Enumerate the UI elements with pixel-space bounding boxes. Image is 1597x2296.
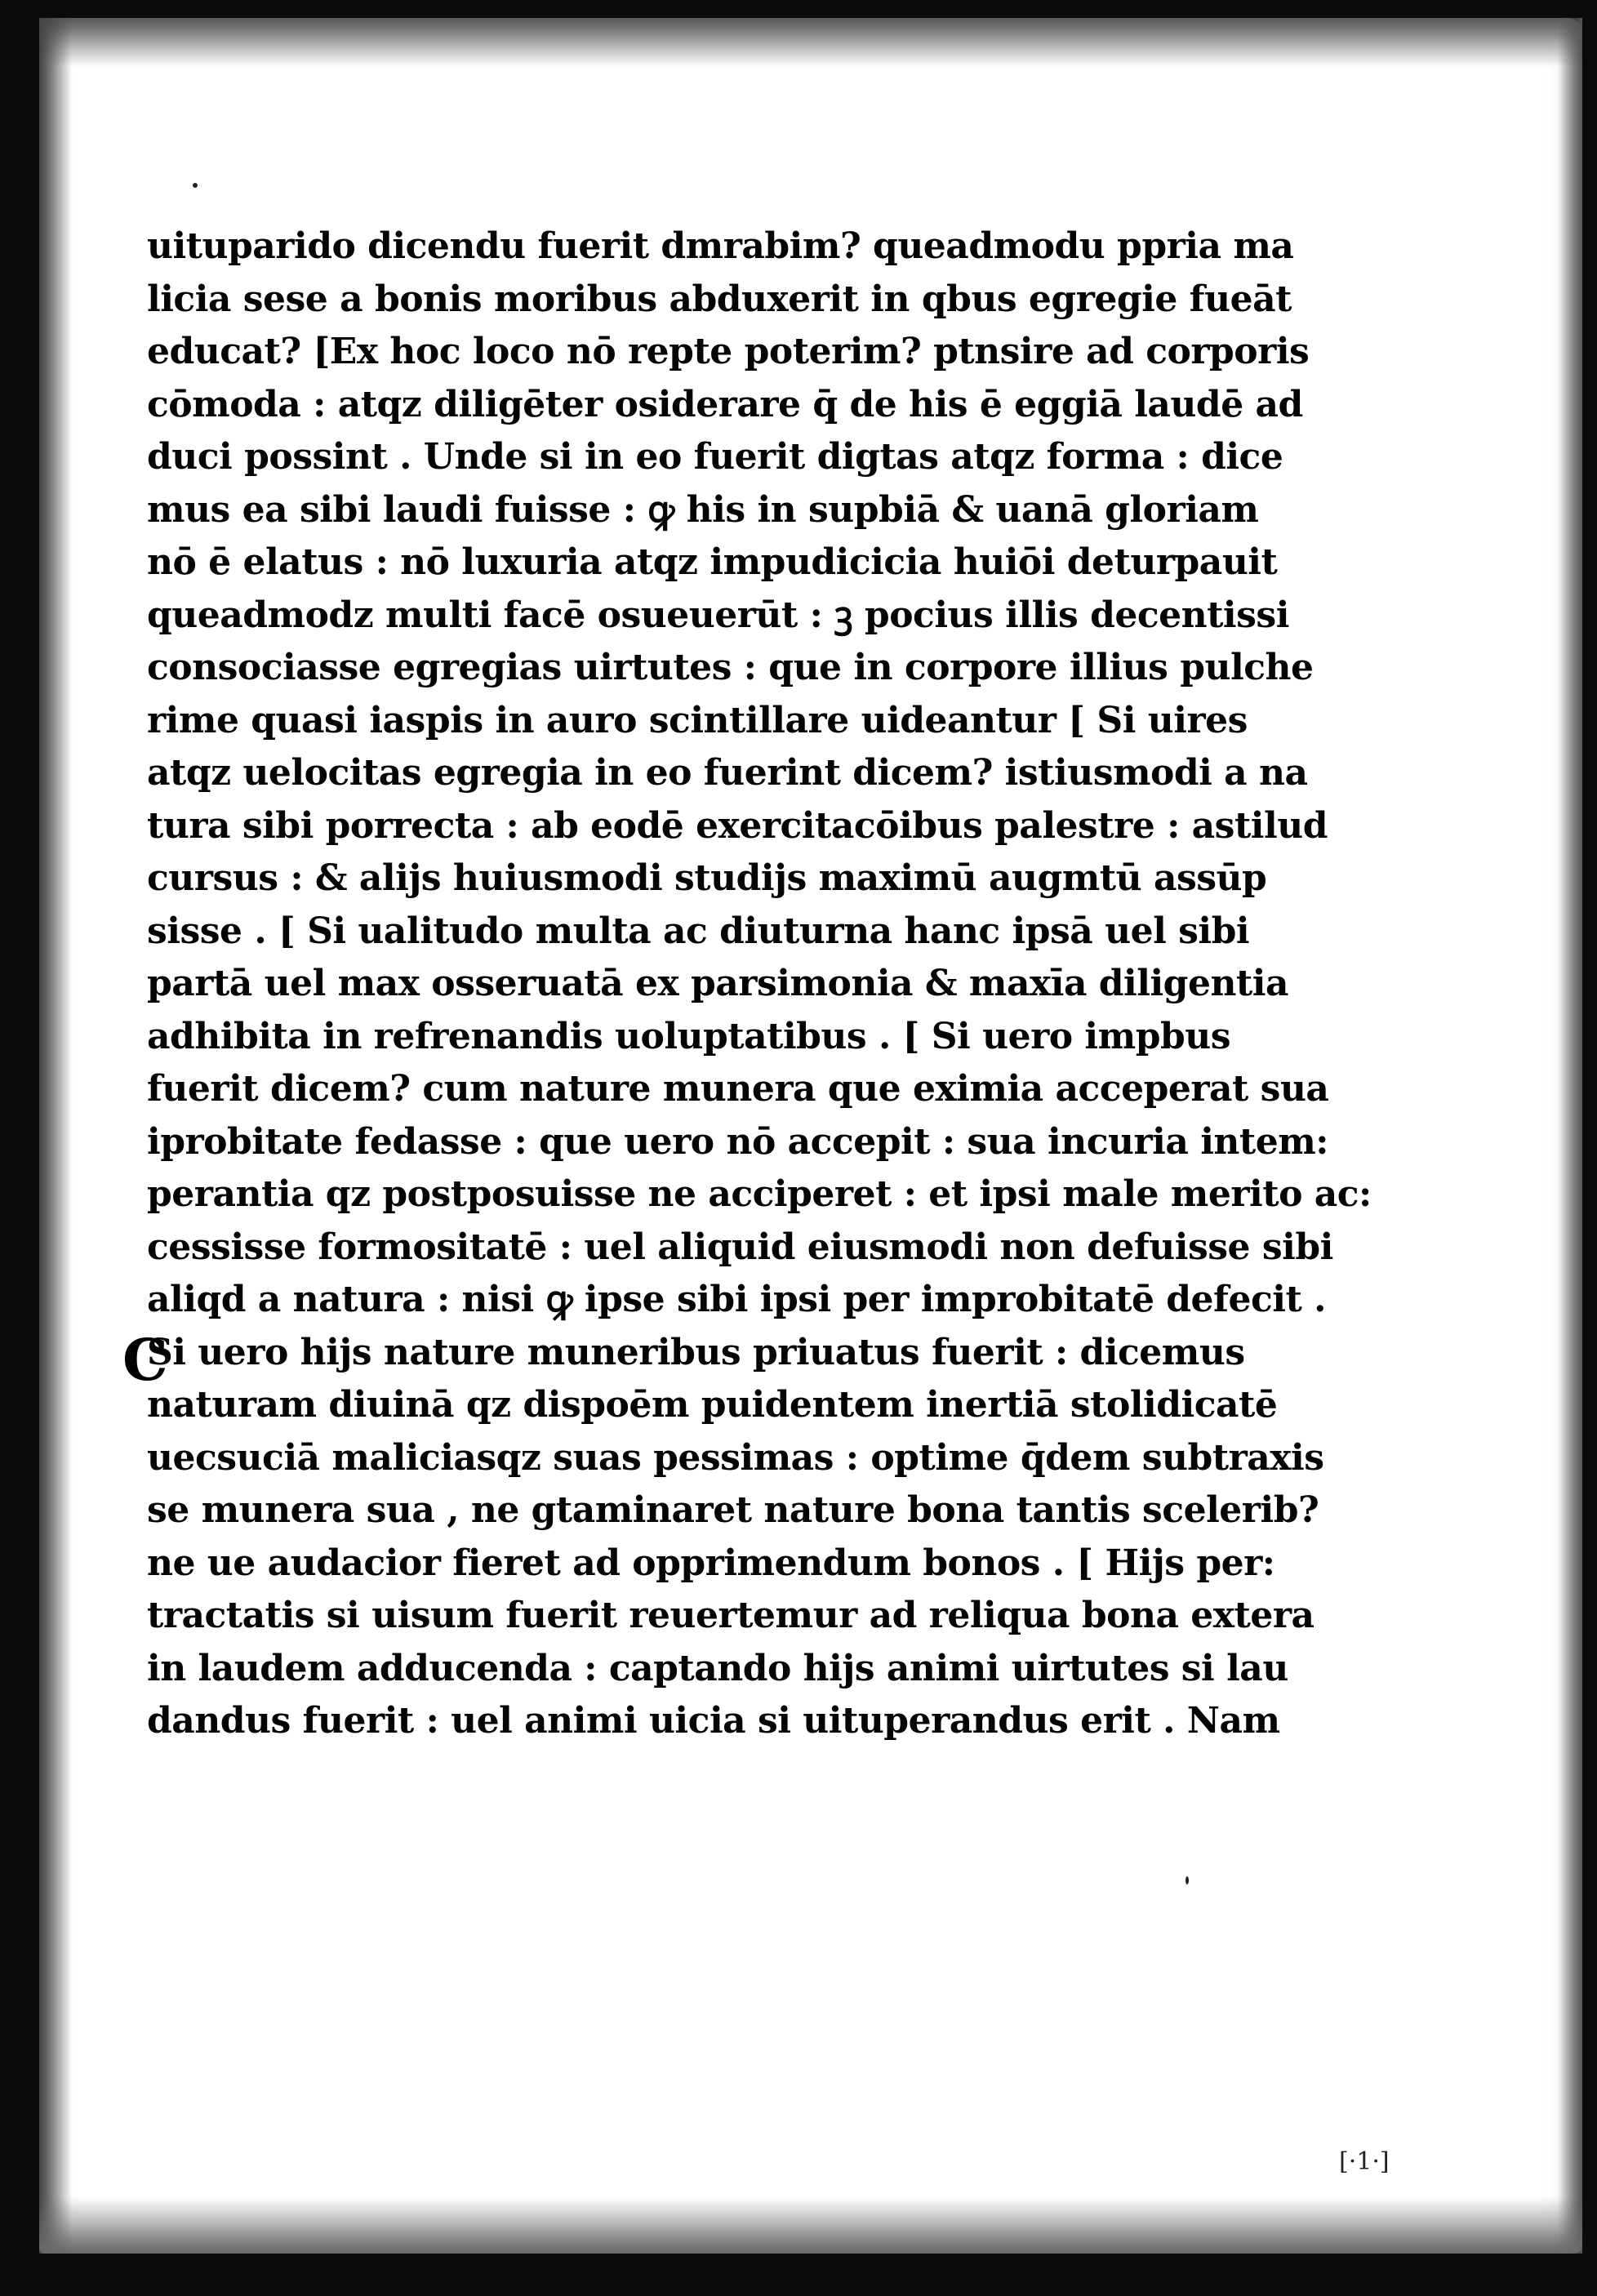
edge-shadow xyxy=(1558,18,1582,2254)
text-line-13: cursus : & alijs huiusmodi studijs maximū augmtū assūp xyxy=(147,857,1267,899)
ink-speck xyxy=(193,183,198,188)
ink-speck xyxy=(1186,1876,1189,1884)
text-line-7: nō ē elatus : nō luxuria atqz impudicicia huiōi deturpauit xyxy=(147,541,1278,583)
text-block xyxy=(147,220,1372,1748)
text-line-23: naturam diuinā qz dispoēm puidentem inertiā stolidicatē xyxy=(147,1384,1278,1426)
text-line-29: dandus fuerit : uel animi uicia si uituperandus erit . Nam xyxy=(147,1700,1280,1742)
text-line-10: rime quasi iaspis in auro scintillare uideantur [ Si uires xyxy=(147,699,1248,741)
text-line-18: iprobitate fedasse : que uero nō accepit : sua incuria intem: xyxy=(147,1120,1329,1163)
text-line-25: se munera sua , ne gtaminaret nature bona tantis scelerib? xyxy=(147,1489,1319,1531)
text-line-24: uecsuciā maliciasqz suas pessimas : optime q̄dem subtraxis xyxy=(147,1436,1324,1479)
gutter-shadow xyxy=(39,18,72,2254)
text-line-6: mus ea sibi laudi fuisse : ꝙ his in supbiā & uanā gloriam xyxy=(147,488,1259,531)
text-line-17: fuerit dicem? cum nature munera que eximia acceperat sua xyxy=(147,1068,1329,1110)
text-line-15: partā uel max osseruatā ex parsimonia & maxīa diligentia xyxy=(147,963,1288,1004)
text-line-26: ne ue audacior fieret ad opprimendum bonos . [ Hijs per: xyxy=(147,1542,1275,1584)
paragraph-initial: C xyxy=(122,1326,168,1394)
folio-number: [·1·] xyxy=(1339,2147,1390,2176)
text-line-22: Si uero hijs nature muneribus priuatus fuerit : dicemus xyxy=(147,1331,1245,1373)
text-line-12: tura sibi porrecta : ab eodē exercitacōibus palestre : astilud xyxy=(147,804,1328,847)
text-line-4: cōmoda : atqz diligēter osiderare q̄ de his ē eggiā laudē ad xyxy=(147,383,1303,425)
text-line-2: licia sese a bonis moribus abduxerit in qbus egregie fueāt xyxy=(147,278,1292,320)
text-line-11: atqz uelocitas egregia in eo fuerint dicem? istiusmodi a na xyxy=(147,752,1308,794)
text-line-20: cessisse formositatē : uel aliquid eiusmodi non defuisse sibi xyxy=(147,1226,1333,1268)
text-line-21: aliqd a natura : nisi ꝙ ipse sibi ipsi per improbitatē defecit . xyxy=(147,1279,1326,1320)
text-line-14: sisse . [ Si ualitudo multa ac diuturna hanc ipsā uel sibi xyxy=(147,910,1250,952)
text-line-1: uituparido dicendu fuerit dmrabim? queadmodu ppria ma xyxy=(147,225,1294,267)
text-line-9: consociasse egregias uirtutes : que in corpore illius pulche xyxy=(147,647,1314,688)
text-line-19: perantia qz postposuisse ne acciperet : et ipsi male merito ac: xyxy=(147,1173,1372,1215)
text-line-28: in laudem adducenda : captando hijs animi uirtutes si lau xyxy=(147,1647,1288,1689)
text-line-16: adhibita in refrenandis uoluptatibus . [ Si uero impbus xyxy=(147,1015,1230,1057)
text-line-8: queadmodz multi facē osueuerūt : ꝫ pocius illis decentissi xyxy=(147,594,1289,636)
text-line-5: duci possint . Unde si in eo fuerit digtas atqz forma : dice xyxy=(147,436,1283,478)
text-line-27: tractatis si uisum fuerit reuertemur ad reliqua bona extera xyxy=(147,1595,1315,1636)
text-line-3: educat? [Ex hoc loco nō repte poterim? ptnsire ad corporis xyxy=(147,331,1310,372)
